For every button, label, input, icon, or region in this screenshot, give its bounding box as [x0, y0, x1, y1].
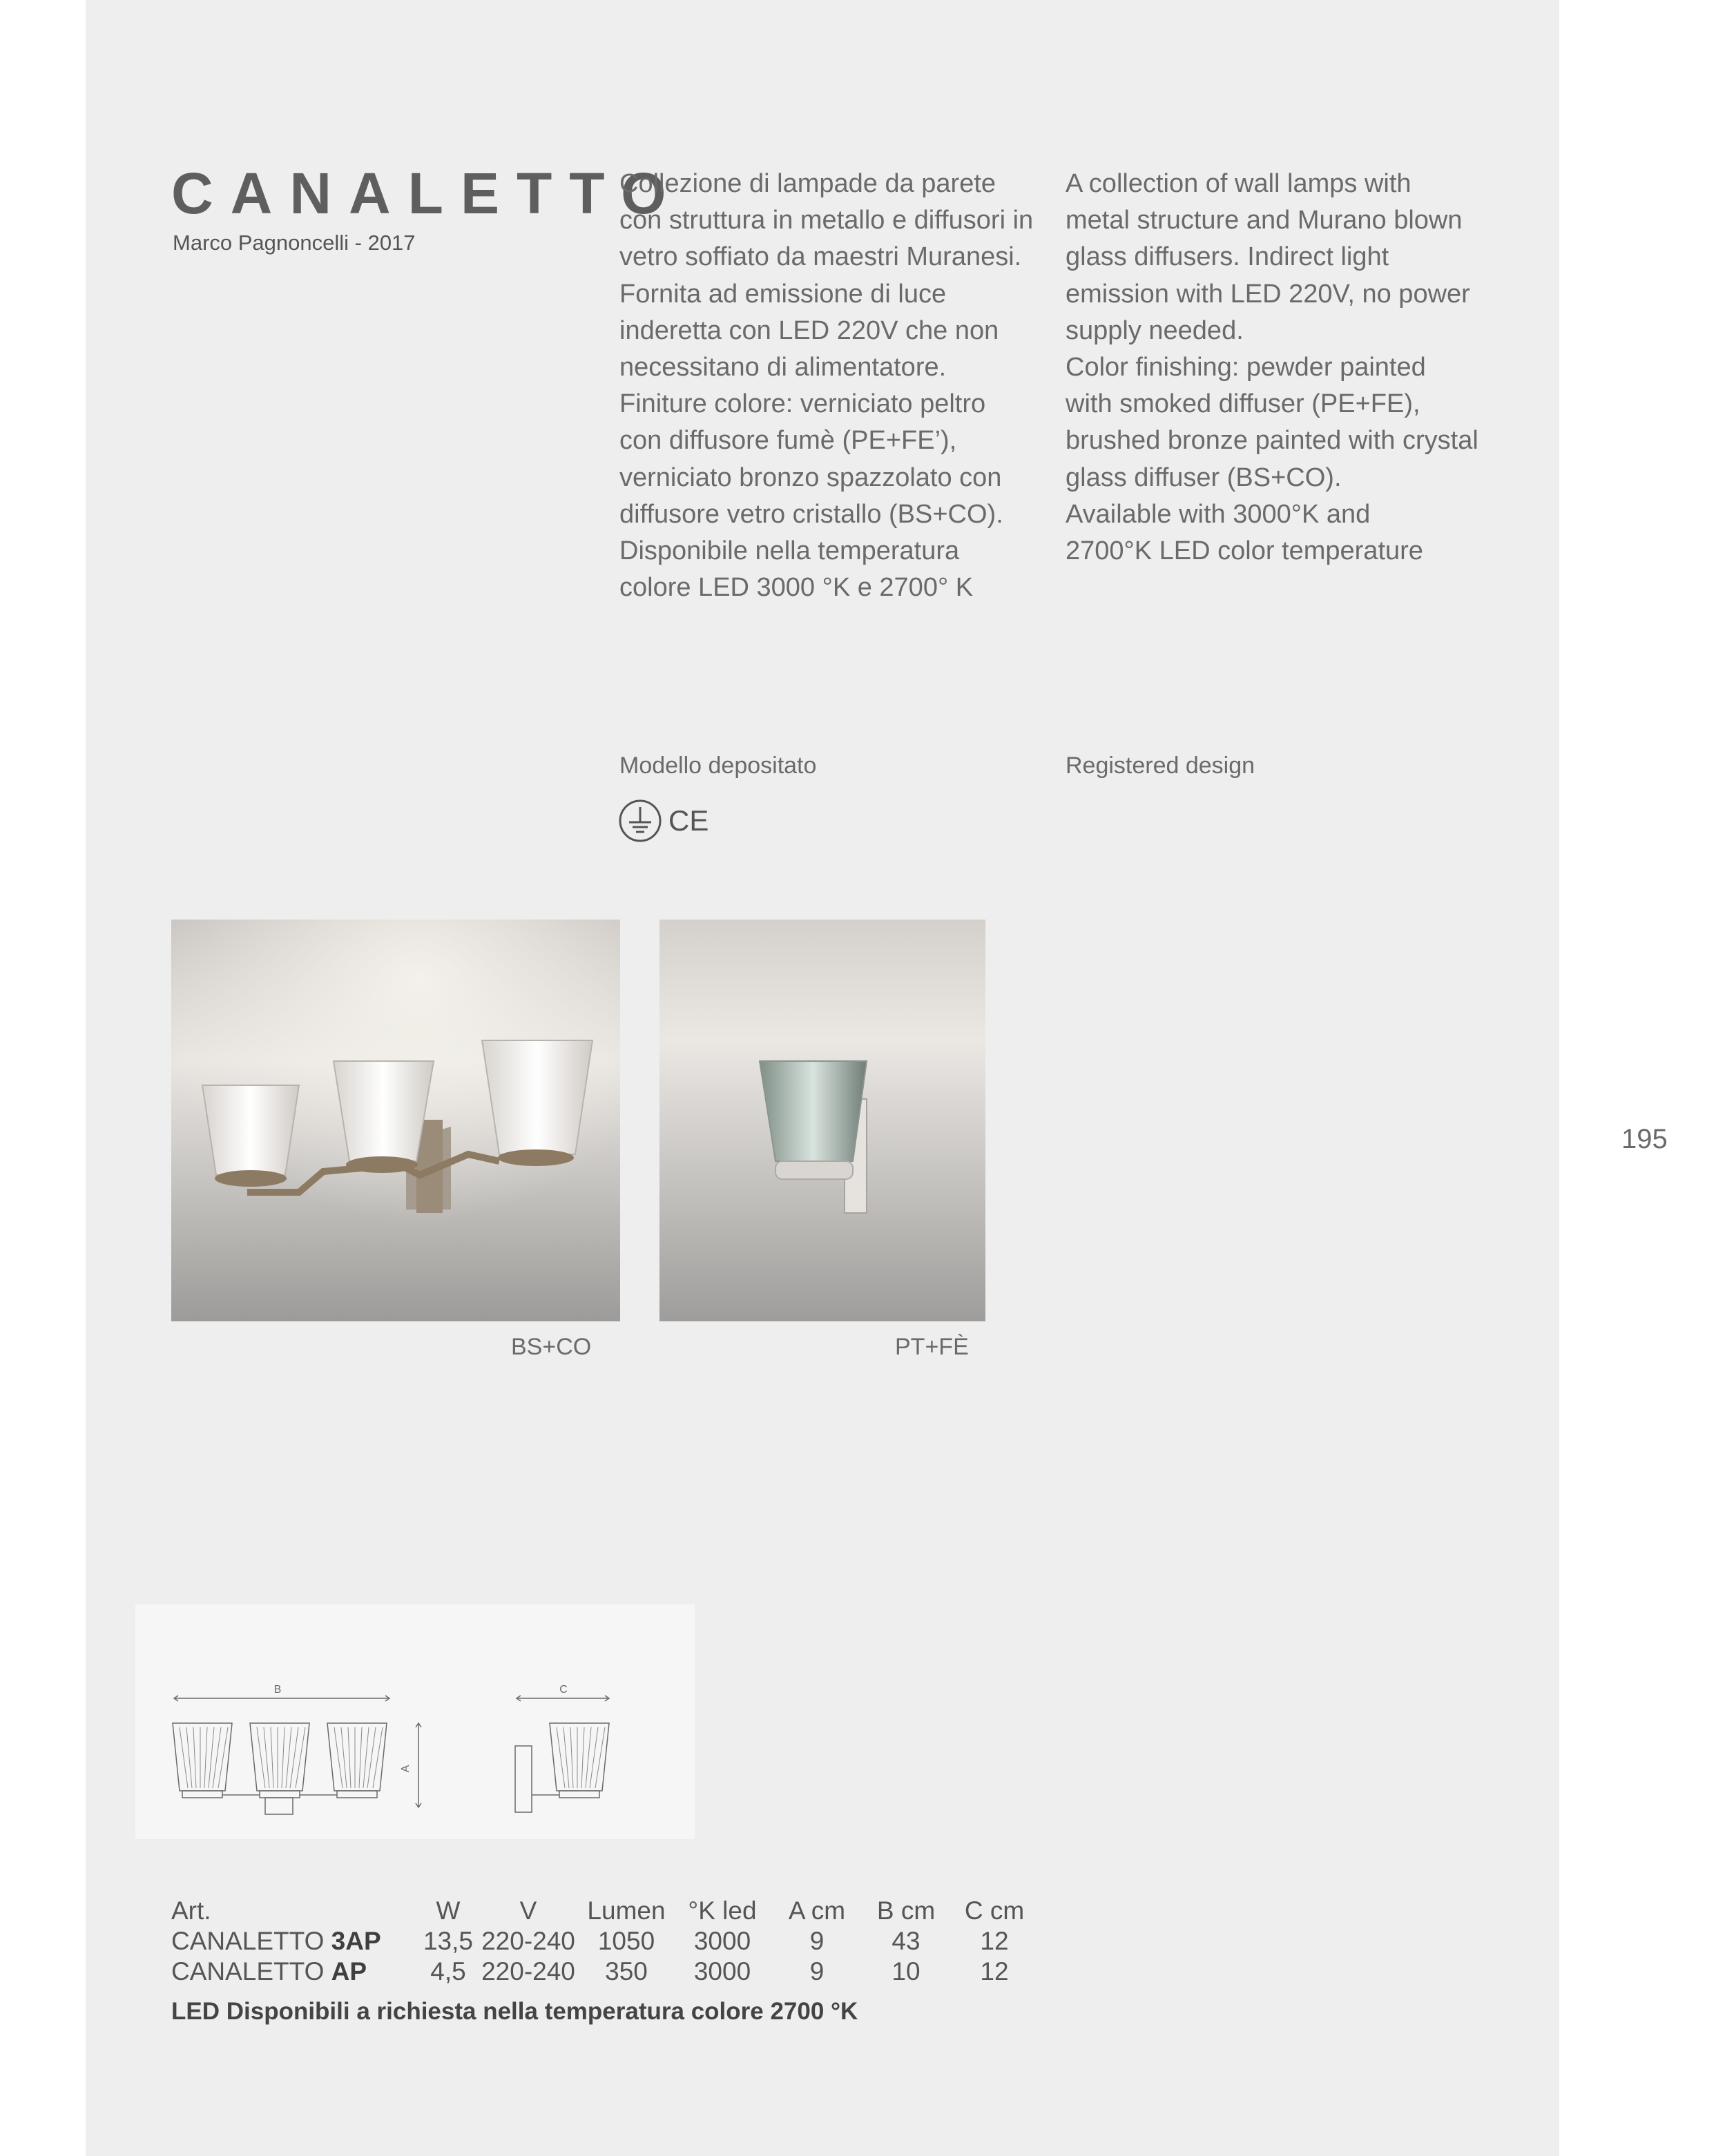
- article-cell: [171, 1956, 420, 1987]
- c-cm-cell: 12: [980, 1957, 1009, 1985]
- dimension-label-a: A: [400, 1765, 412, 1773]
- table-header: B cm: [876, 1896, 936, 1925]
- volt-cell: 220-240: [481, 1957, 575, 1985]
- volt-cell: 220-240: [481, 1927, 575, 1955]
- kelvin-cell: 3000: [693, 1927, 751, 1955]
- photo-caption-finish: PT+FÈ: [895, 1334, 969, 1360]
- product-photo-three-arm: [171, 920, 620, 1321]
- table-header-row: [171, 1896, 1039, 1926]
- dimension-label-c: C: [559, 1684, 568, 1696]
- c-cm-cell: 12: [980, 1927, 1009, 1955]
- class1-earth-icon: [620, 801, 660, 841]
- table-header: Lumen: [587, 1896, 666, 1925]
- lumen-cell: 350: [605, 1957, 648, 1985]
- table-header: Art.: [171, 1896, 211, 1925]
- article-name: CANALETTO: [171, 1957, 325, 1985]
- table-header: °K led: [688, 1896, 757, 1925]
- description-english: A collection of wall lamps with metal structure and Murano blown glass diffusers. Indirect light emission with LED 220V, no power supply needed. Color finishing: pewder painted with smoked diffuser (PE+FE), brushed bronze painted with crystal glass diffuser (BS+CO). Available with 3000°K and 2700°K LED color temperature: [1066, 169, 1478, 566]
- product-title: CANALETTO: [171, 161, 684, 226]
- b-cm-cell: 43: [892, 1927, 921, 1955]
- registered-design-italian: Modello depositato: [619, 752, 817, 779]
- product-photo-single: [659, 920, 985, 1321]
- dimension-diagram: [135, 1604, 695, 1839]
- kelvin-cell: 3000: [693, 1957, 751, 1985]
- watt-cell: 13,5: [423, 1927, 473, 1955]
- registered-design-english: Registered design: [1066, 752, 1255, 779]
- certification-marks: [619, 797, 709, 849]
- table-header: V: [519, 1896, 537, 1925]
- table-header: A cm: [788, 1896, 846, 1925]
- description-italian: Collezione di lampade da parete con struttura in metallo e diffusori in vetro soffiato da maestri Muranesi. Fornita ad emissione di luce inderetta con LED 220V che non necessitano di alimentatore. Finiture colore: verniciato peltro con diffusore fumè (PE+FE’), verniciato bronzo spazzolato con diffusore vetro cristallo (BS+CO). Disponibile nella temperatura colore LED 3000 °K e 2700° K: [619, 169, 1034, 603]
- ce-mark-icon: CE: [668, 804, 709, 837]
- article-code: 3AP: [331, 1927, 381, 1955]
- watt-cell: 4,5: [430, 1957, 466, 1985]
- lumen-cell: 1050: [597, 1927, 655, 1955]
- table-header: W: [436, 1896, 461, 1925]
- article-name: CANALETTO: [171, 1927, 325, 1955]
- article-cell: [171, 1926, 420, 1956]
- table-header: C cm: [964, 1896, 1025, 1925]
- designer-credit: Marco Pagnoncelli - 2017: [173, 231, 416, 255]
- table-row: [171, 1926, 1039, 1956]
- specifications-table: [171, 1896, 1039, 1987]
- page-number: 195: [1621, 1124, 1668, 1154]
- table-row: [171, 1956, 1039, 1987]
- photo-caption-finish: BS+CO: [511, 1334, 592, 1360]
- a-cm-cell: 9: [809, 1927, 825, 1955]
- availability-note: LED Disponibili a richiesta nella temperatura colore 2700 °K: [171, 1998, 858, 2025]
- dimension-label-b: B: [273, 1684, 282, 1696]
- b-cm-cell: 10: [892, 1957, 921, 1985]
- a-cm-cell: 9: [809, 1957, 825, 1985]
- article-code: AP: [331, 1957, 367, 1985]
